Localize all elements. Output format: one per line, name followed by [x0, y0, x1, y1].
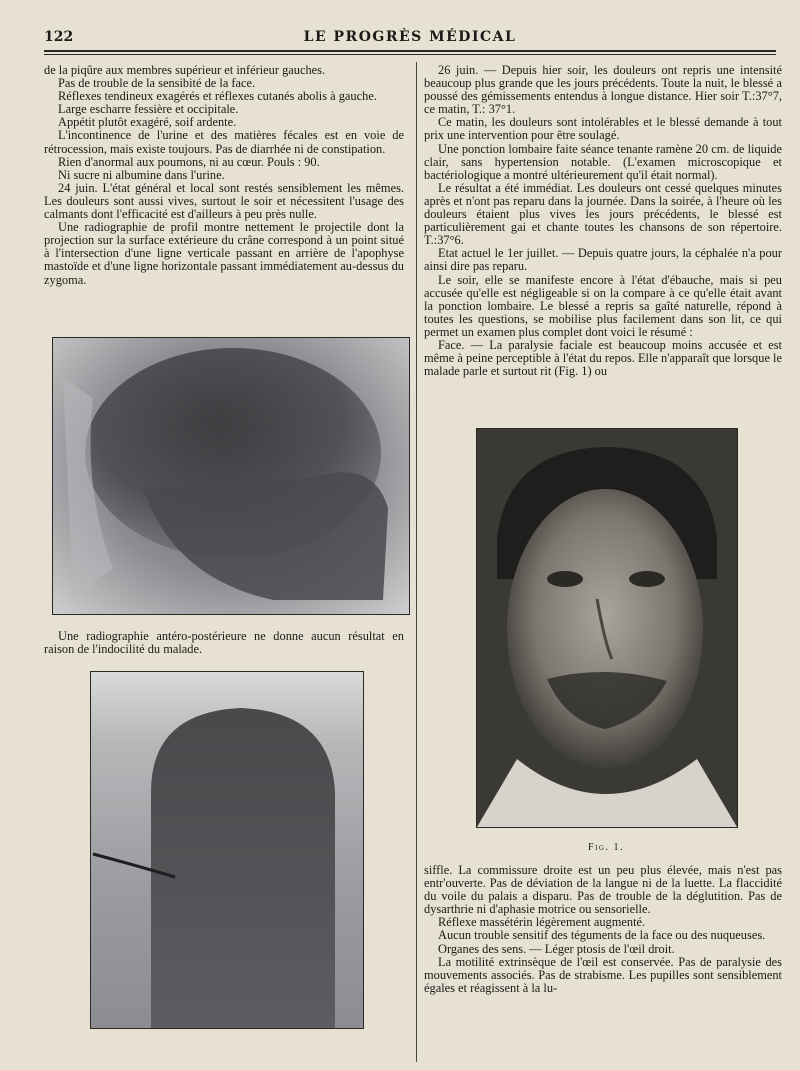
paragraph: de la piqûre aux membres supérieur et inférieur gauches. [44, 63, 326, 77]
paragraph: Le résultat a été immédiat. Les douleurs ont cessé quelques minutes après et n'ont pas reparu dans la journée. Dans la soirée, à l'heure où les douleurs étaient plus vives les jours précédents, le blessé est particulièrement gai et chante toutes les chansons de son répertoire. T.:37°6. [424, 180, 782, 248]
paragraph: Etat actuel le 1er juillet. — Depuis quatre jours, la céphalée n'a pour ainsi dire pas reparu. [424, 246, 782, 274]
face-image [477, 429, 737, 827]
paragraph: Une radiographie antéro-postérieure ne donne aucun résultat en raison de l'indocilité du malade. [44, 629, 404, 657]
figure-caption: Fig. 1. [588, 842, 624, 853]
paragraph: Une radiographie de profil montre nettement le projectile dont la projection sur la surface extérieure du crâne correspond à un point situé à l'intersection d'une ligne verticale passant en arrière de l'apophyse mastoïde et d'une ligne horizontale passant immédiatement au-dessus du zygoma. [44, 220, 404, 287]
header-rule [44, 50, 776, 52]
paragraph: Le soir, elle se manifeste encore à l'état d'ébauche, mais si peu accusée qu'elle est négligeable si on la compare à ce qu'elle était avant la ponction lombaire. Le blessé a repris sa gaîté naturelle, répond à toutes les questions, se mobilise plus facilement dans son lit, ce qui permet un examen plus complet dont voici le résumé : [424, 272, 782, 339]
paragraph: Aucun trouble sensitif des téguments de la face ou des nuqueuses. [438, 928, 766, 943]
paragraph: Réflexe massétérin légèrement augmenté. [438, 915, 646, 930]
paragraph: Large escharre fessière et occipitale. [58, 102, 239, 117]
paragraph: La motilité extrinsèque de l'œil est conservée. Pas de paralysie des mouvements associés. Pas de strabisme. Les pupilles sont sensiblement égales et réagissent à la lu- [424, 954, 782, 995]
paragraph: Rien d'anormal aux poumons, ni au cœur. Pouls : 90. [58, 154, 320, 169]
right-column-text-top [424, 64, 782, 378]
right-column-text-bottom [424, 864, 782, 995]
paragraph: L'incontinence de l'urine et des matières fécales est en voie de rétrocession, mais existe toujours. Pas de diarrhée ni de constipation. [44, 128, 404, 156]
paragraph: Pas de trouble de la sensibité de la face. [58, 76, 256, 91]
column-divider [416, 62, 417, 1062]
left-column-text-middle [44, 630, 404, 656]
page-header [44, 26, 776, 48]
left-column-text-top [44, 64, 404, 287]
paragraph: 24 juin. L'état général et local sont restés sensiblement les mêmes. Les douleurs sont aussi vives, surtout le soir et nécessitent l'usage des calmants dont l'efficacité est d'ailleurs à peu près nulle. [44, 180, 404, 222]
paragraph: Organes des sens. — Léger ptosis de l'œil droit. [438, 941, 675, 956]
paragraph: Face. — La paralysie faciale est beaucoup moins accusée et est même à peine perceptible à l'état du repos. Elle n'apparaît que lorsque le malade parle et surtout rit (Fig. 1) ou [424, 337, 782, 379]
radiograph-anteroposterior-figure [90, 671, 364, 1029]
paragraph: Ni sucre ni albumine dans l'urine. [58, 167, 225, 182]
radiograph-lateral-figure [52, 337, 410, 615]
header-rule-thin [44, 54, 776, 55]
paragraph: Une ponction lombaire faite séance tenante ramène 20 cm. de liquide clair, sans hypertension notable. (L'examen microscopique et bactériologique a montré ultérieurement qu'il était normal). [424, 141, 782, 182]
paragraph: 26 juin. — Depuis hier soir, les douleurs ont repris une intensité beaucoup plus grande que les jours précédents. Toute la nuit, le blessé a poussé des gémissements entendus à longue distance. Hier soir T.:37°7, ce matin, T.: 37°1. [424, 63, 782, 117]
page-number: 122 [44, 29, 74, 45]
journal-title: LE PROGRÈS MÉDICAL [303, 29, 517, 45]
paragraph: Appétit plutôt exagéré, soif ardente. [58, 115, 237, 130]
skull-lateral-image [53, 338, 409, 614]
skull-ap-image [91, 672, 363, 1028]
paragraph: Réflexes tendineux exagérés et réflexes cutanés abolis à gauche. [58, 89, 377, 104]
patient-face-photo [476, 428, 738, 828]
paragraph: siffle. La commissure droite est un peu plus élevée, mais n'est pas entr'ouverte. Pas de déviation de la langue ni de la luette. La flaccidité du voile du palais a disparu. Pas de trouble de la déglutition. Pas de dysarthrie ni d'aphasie motrice ou sensorielle. [424, 863, 782, 917]
paragraph: Ce matin, les douleurs sont intolérables et le blessé demande à tout prix une intervention pour être soulagé. [424, 115, 782, 143]
